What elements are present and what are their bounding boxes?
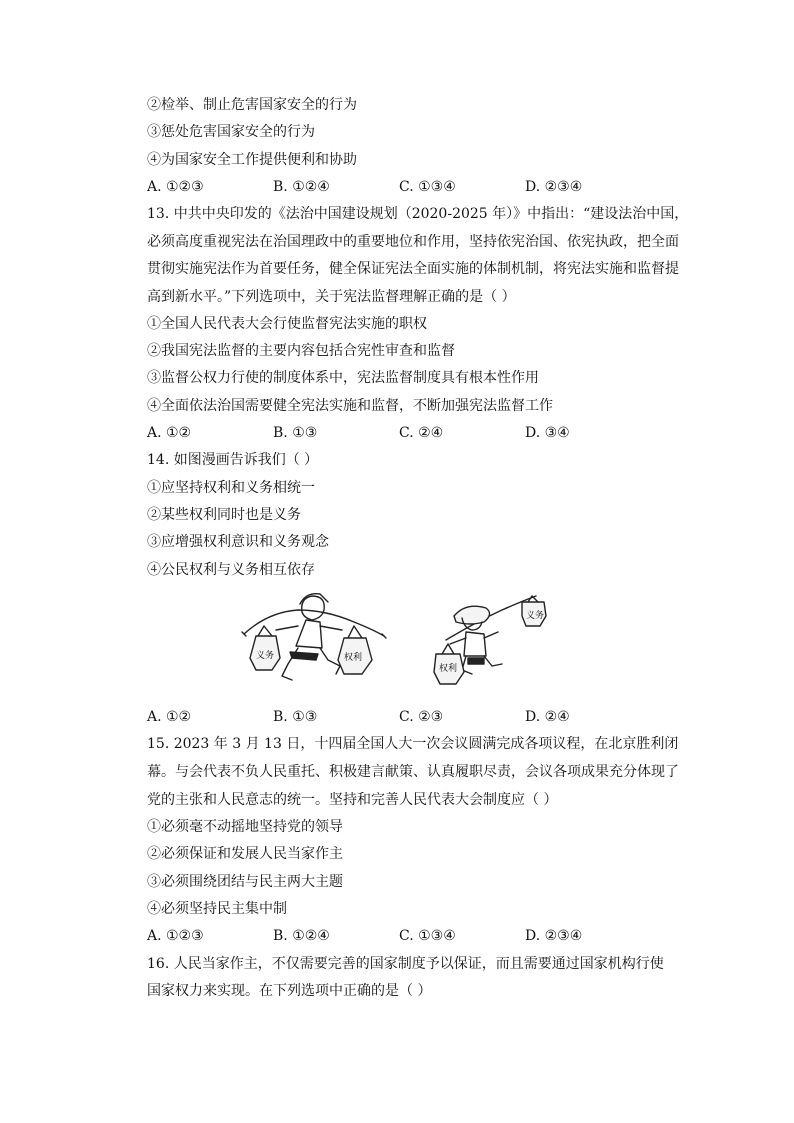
cartoon-right-bag-label-high: 义务	[526, 611, 545, 621]
q13-option-d[interactable]: D. ③④	[525, 425, 570, 441]
q13-statement-1: ①全国人民代表大会行使监督宪法实施的职权	[147, 316, 427, 332]
q14-statement-4: ④公民权利与义务相互依存	[147, 562, 315, 578]
q13-stem-line-3: 贯彻实施宪法作为首要任务，健全保证宪法全面实施的体制机制，将宪法实施和监督提	[147, 261, 679, 277]
q14-statement-1: ①应坚持权利和义务相统一	[147, 480, 315, 496]
cartoon-left-bag-label-1: 义务	[256, 651, 275, 661]
q12-option-c[interactable]: C. ①③④	[399, 179, 456, 195]
q15-stem-line-2: 幕。与会代表不负人民重托、积极建言献策、认真履职尽责，会议各项成果充分体现了	[147, 764, 679, 780]
q15-statement-2: ②必须保证和发展人民当家作主	[147, 846, 343, 862]
q12-option-b[interactable]: B. ①②④	[273, 179, 330, 195]
q15-option-a[interactable]: A. ①②③	[147, 928, 204, 944]
q13-option-a[interactable]: A. ①②	[147, 425, 192, 441]
q14-option-c[interactable]: C. ②③	[399, 709, 444, 725]
q13-statement-2: ②我国宪法监督的主要内容包括合宪性审查和监督	[147, 343, 455, 359]
q14-option-b[interactable]: B. ①③	[273, 709, 318, 725]
q13-option-c[interactable]: C. ②④	[399, 425, 444, 441]
cartoon-left-figure	[242, 594, 386, 680]
q14-statement-2: ②某些权利同时也是义务	[147, 507, 301, 523]
q13-statement-4: ④全面依法治国需要健全宪法实施和监督，不断加强宪法监督工作	[147, 398, 553, 414]
q15-option-d[interactable]: D. ②③④	[525, 928, 583, 944]
q13-statement-3: ③监督公权力行使的制度体系中，宪法监督制度具有根本性作用	[147, 370, 539, 386]
q15-stem-line-3: 党的主张和人民意志的统一。坚持和完善人民代表大会制度应（ ）	[147, 792, 558, 808]
q12-statement-2: ②检举、制止危害国家安全的行为	[147, 97, 357, 113]
q14-stem: 14. 如图漫画告诉我们（ ）	[147, 452, 319, 468]
q15-statement-1: ①必须毫不动摇地坚持党的领导	[147, 819, 343, 835]
q12-option-a[interactable]: A. ①②③	[147, 179, 204, 195]
q13-option-b[interactable]: B. ①③	[273, 425, 318, 441]
q12-statement-4: ④为国家安全工作提供便利和协助	[147, 152, 357, 168]
q15-options	[147, 928, 667, 944]
q12-option-d[interactable]: D. ②③④	[525, 179, 583, 195]
q13-stem-line-4: 高到新水平。”下列选项中，关于宪法监督理解正确的是（ ）	[147, 289, 516, 305]
q14-option-a[interactable]: A. ①②	[147, 709, 192, 725]
q15-option-b[interactable]: B. ①②④	[273, 928, 330, 944]
q16-stem-line-2: 国家权力来实现。在下列选项中正确的是（ ）	[147, 983, 432, 999]
q14-option-d[interactable]: D. ②④	[525, 709, 570, 725]
cartoon-left-bag-label-2: 权利	[344, 653, 363, 663]
q13-stem-line-1: 13. 中共中央印发的《法治中国建设规划（2020-2025 年）》中指出：“建设法治中国，	[147, 206, 689, 222]
q13-stem-line-2: 必须高度重视宪法在治国理政中的重要地位和作用，坚持依宪治国、依宪执政，把全面	[147, 234, 679, 250]
q15-statement-3: ③必须围绕团结与民主两大主题	[147, 874, 343, 890]
q15-option-c[interactable]: C. ①③④	[399, 928, 456, 944]
q15-stem-line-1: 15. 2023 年 3 月 13 日，十四届全国人大一次会议圆满完成各项议程，在北京胜利闭	[147, 736, 679, 752]
q14-options	[147, 709, 667, 725]
q16-stem-line-1: 16. 人民当家作主，不仅需要完善的国家制度予以保证，而且需要通过国家机构行使	[147, 956, 664, 972]
q13-options	[147, 425, 667, 441]
rights-duties-cartoon	[236, 592, 556, 702]
q15-statement-4: ④必须坚持民主集中制	[147, 901, 287, 917]
q14-statement-3: ③应增强权利意识和义务观念	[147, 534, 329, 550]
q12-statement-3: ③惩处危害国家安全的行为	[147, 124, 315, 140]
q12-options	[147, 179, 667, 195]
cartoon-right-bag-label-low: 权利	[439, 664, 458, 674]
